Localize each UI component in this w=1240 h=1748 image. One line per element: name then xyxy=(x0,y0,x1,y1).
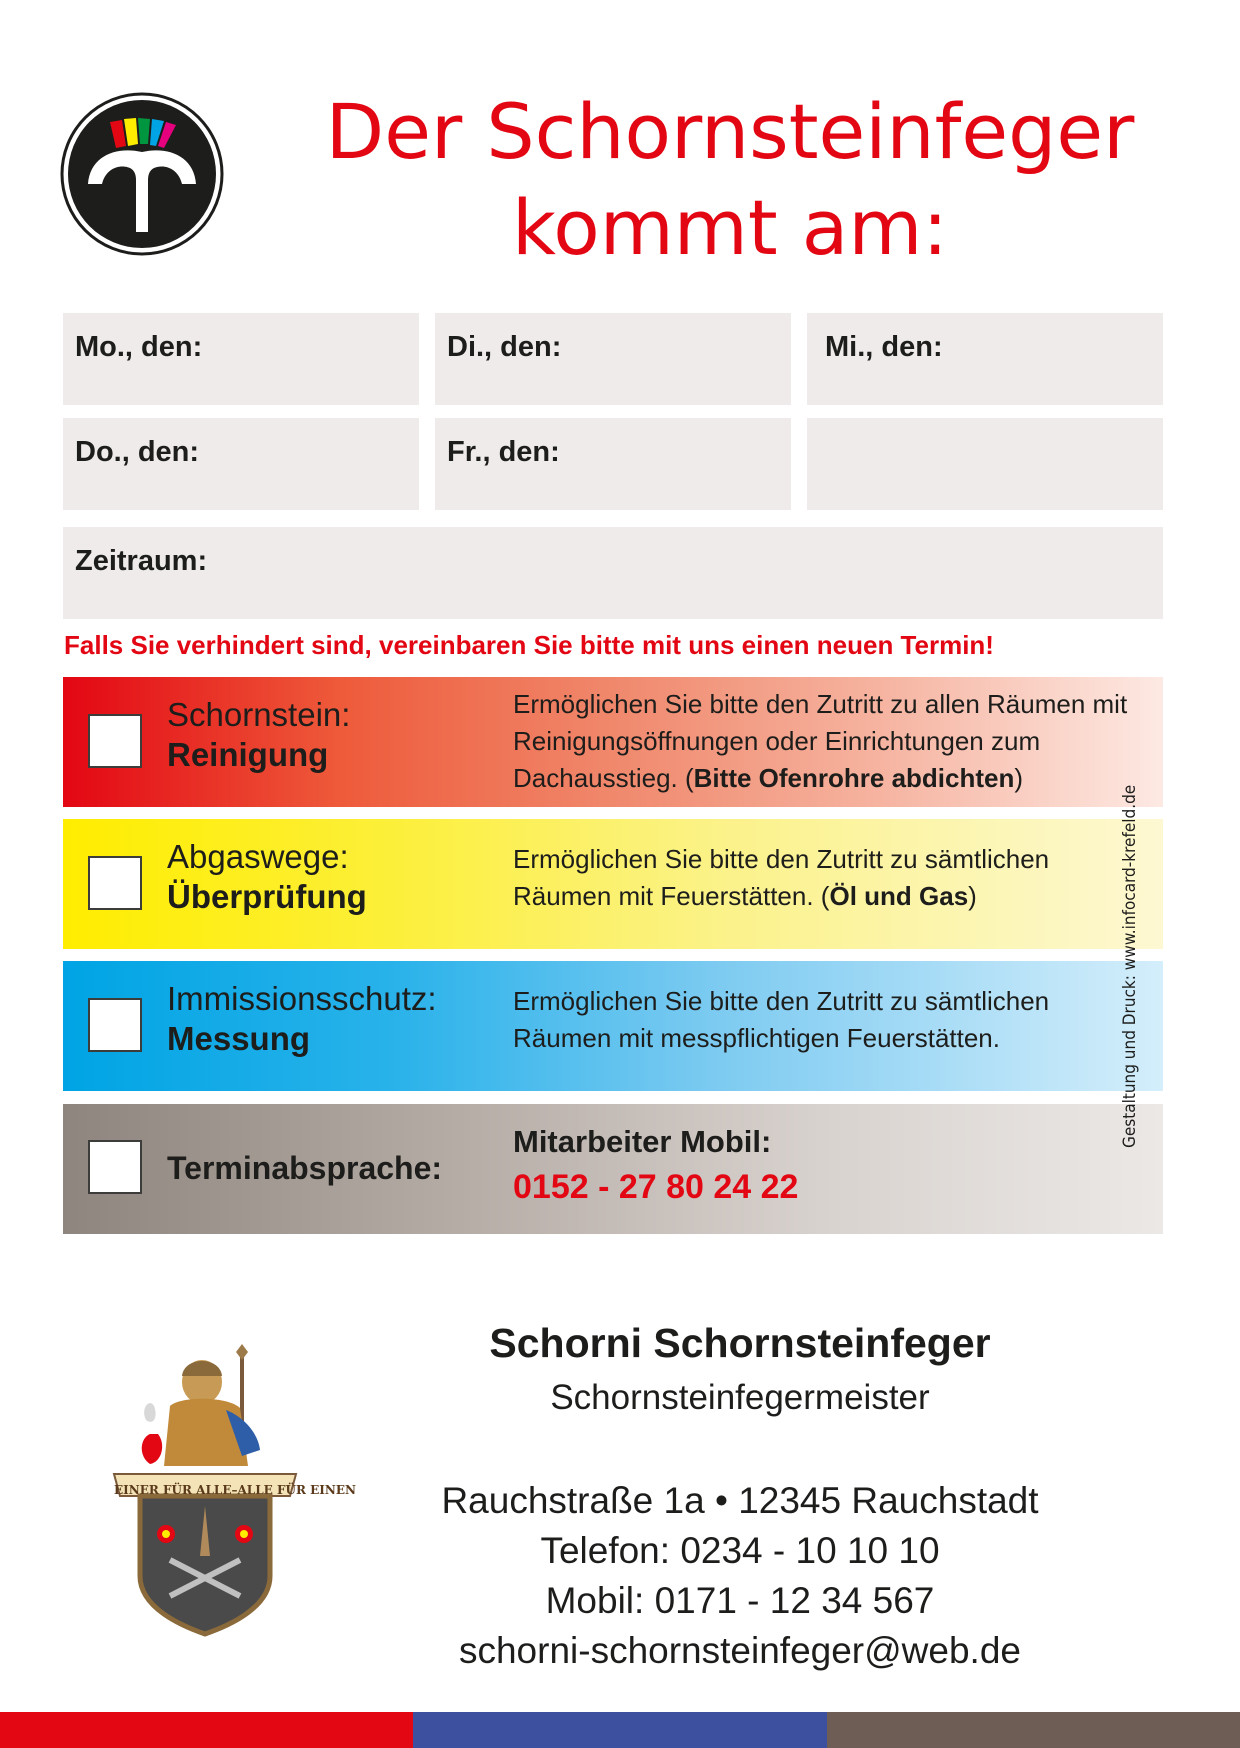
bottom-stripe-brown xyxy=(827,1712,1240,1748)
title-line-2: kommt am: xyxy=(511,183,949,272)
company-contact xyxy=(380,1476,1100,1676)
exhaust-desc-bold: Öl und Gas xyxy=(829,881,969,911)
cleaning-desc-end: ) xyxy=(1014,763,1024,793)
emission-description: Ermöglichen Sie bitte den Zutritt zu sämtlichen Räumen mit messpflichtigen Feuerstätten. xyxy=(513,986,1050,1053)
monday-field[interactable]: Mo., den: xyxy=(63,313,419,405)
emission-label-bold: Messung xyxy=(167,1020,311,1057)
cleaning-desc-text: Ermöglichen Sie bitte den Zutritt zu allen Räumen mit Reinigungsöffnungen oder Einrichtungen zum Dachausstieg. ( xyxy=(513,689,1128,793)
exhaust-label-bold: Überprüfung xyxy=(167,878,367,915)
bottom-stripe-red xyxy=(0,1712,413,1748)
company-phone[interactable]: Telefon: 0234 - 10 10 10 xyxy=(540,1530,940,1571)
service-exhaust-row xyxy=(63,819,1163,949)
cleaning-label-bold: Reinigung xyxy=(167,736,329,773)
reschedule-notice: Falls Sie verhindert sind, vereinbaren Sie bitte mit uns einen neuen Termin! xyxy=(64,630,994,660)
company-subtitle: Schornsteinfegermeister xyxy=(550,1378,930,1417)
thursday-field[interactable]: Do., den: xyxy=(63,418,419,510)
cleaning-label: Schornstein: xyxy=(167,696,351,733)
mobile-number[interactable]: 0152 - 27 80 24 22 xyxy=(513,1168,799,1206)
cleaning-checkbox[interactable] xyxy=(88,714,142,768)
cleaning-title xyxy=(167,695,350,775)
title-line-1: Der Schornsteinfeger xyxy=(325,87,1135,176)
appointment-row xyxy=(63,1104,1163,1234)
chimney-sweep-guild-logo xyxy=(60,92,224,256)
company-email[interactable]: schorni-schornsteinfeger@web.de xyxy=(458,1630,1021,1671)
exhaust-title xyxy=(167,837,367,917)
period-field[interactable]: Zeitraum: xyxy=(63,527,1163,619)
emission-title xyxy=(167,979,437,1059)
exhaust-desc-text: Ermöglichen Sie bitte den Zutritt zu sämtlichen Räumen mit Feuerstätten. ( xyxy=(513,844,1050,911)
company-mobile[interactable]: Mobil: 0171 - 12 34 567 xyxy=(545,1580,935,1621)
mobile-block xyxy=(513,1120,1153,1210)
crest-motto: EINER FÜR ALLE–ALLE FÜR EINEN xyxy=(114,1483,356,1497)
cleaning-desc-bold: Bitte Ofenrohre abdichten xyxy=(693,763,1015,793)
print-credit: Gestaltung und Druck: www.infocard-krefeld.de xyxy=(1120,784,1140,1148)
company-address: Rauchstraße 1a • 12345 Rauchstadt xyxy=(441,1480,1039,1521)
company-name: Schorni Schornsteinfeger xyxy=(489,1320,991,1366)
cleaning-description xyxy=(513,686,1153,797)
blank-field[interactable] xyxy=(807,418,1163,510)
tuesday-field[interactable]: Di., den: xyxy=(435,313,791,405)
mobile-label: Mitarbeiter Mobil: xyxy=(513,1124,772,1159)
exhaust-description xyxy=(513,841,1153,915)
appointment-checkbox[interactable] xyxy=(88,1140,142,1194)
exhaust-desc-end: ) xyxy=(968,881,977,911)
wednesday-field[interactable]: Mi., den: xyxy=(807,313,1163,405)
service-cleaning-row xyxy=(63,677,1163,807)
service-emission-row xyxy=(63,961,1163,1091)
emission-checkbox[interactable] xyxy=(88,998,142,1052)
exhaust-checkbox[interactable] xyxy=(88,856,142,910)
friday-field[interactable]: Fr., den: xyxy=(435,418,791,510)
appointment-label: Terminabsprache: xyxy=(167,1150,443,1186)
exhaust-label: Abgaswege: xyxy=(167,838,349,875)
emission-label: Immissionsschutz: xyxy=(167,980,437,1017)
bottom-stripe-blue xyxy=(413,1712,827,1748)
